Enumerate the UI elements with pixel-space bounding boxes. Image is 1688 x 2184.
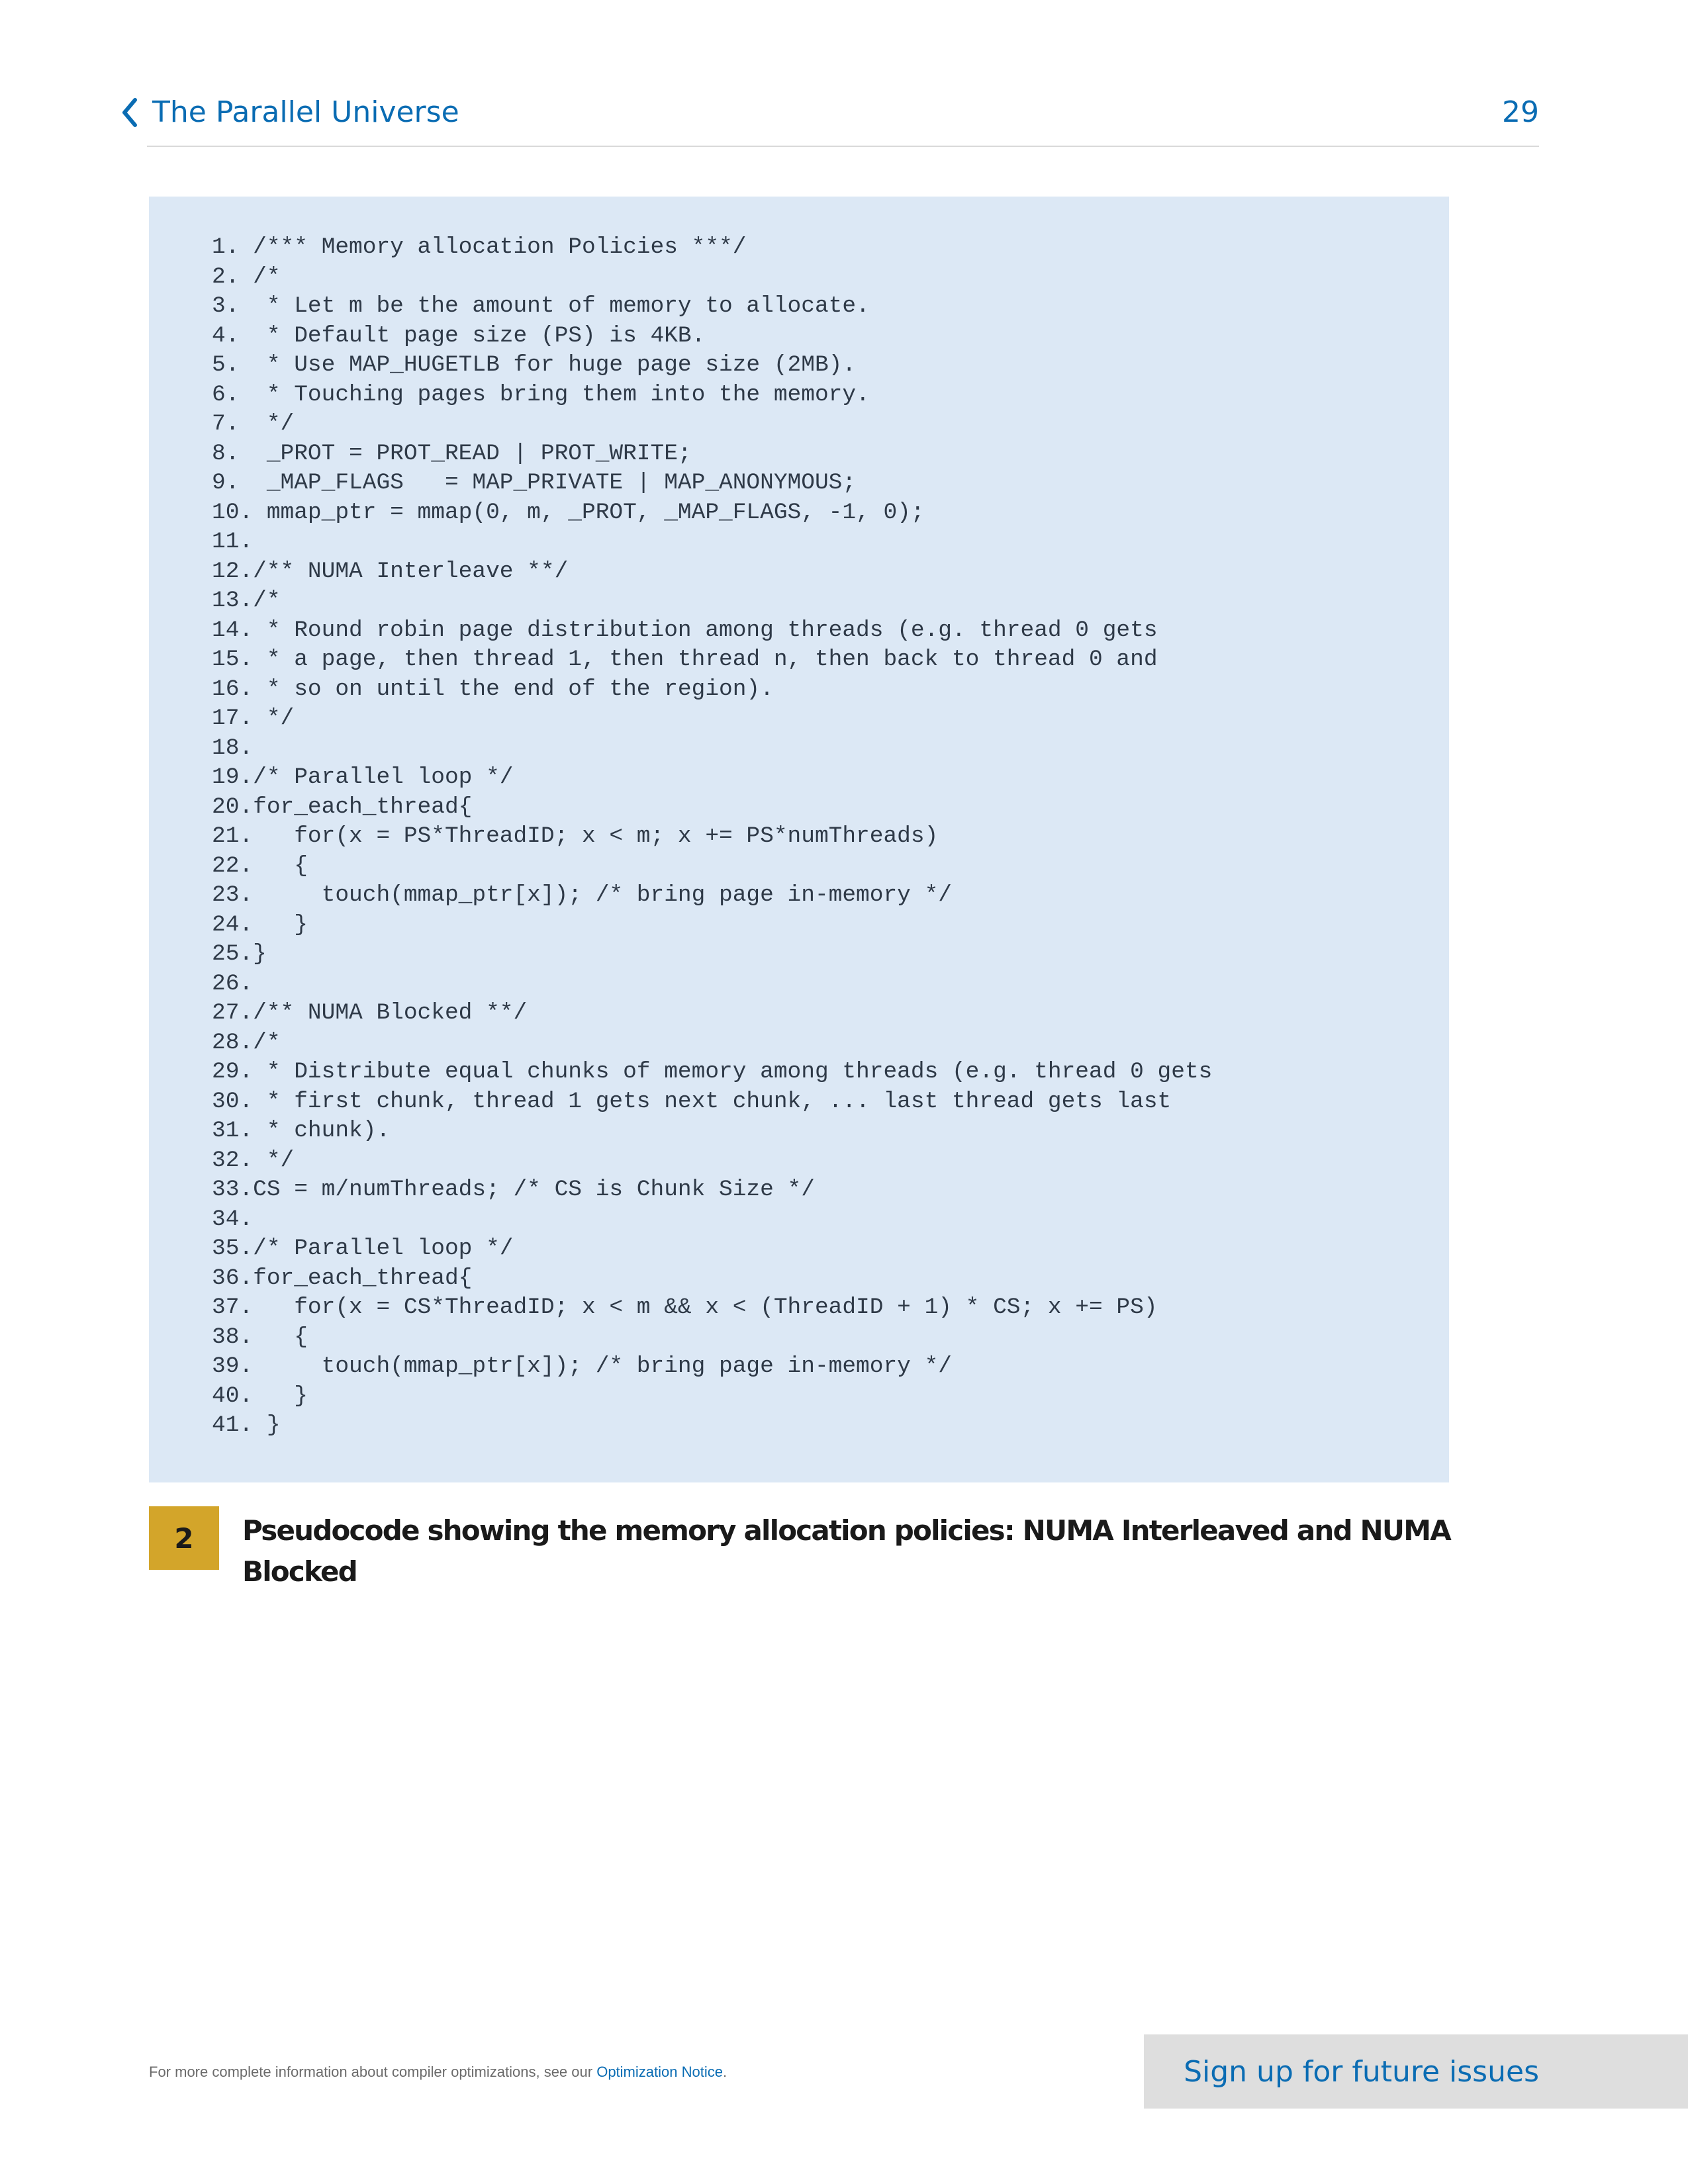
footer-note-end: . [722,2064,727,2080]
code-line: 19./* Parallel loop */ [212,764,514,790]
back-link[interactable] [119,91,459,134]
code-listing [149,197,1449,1482]
code-line: 21. for(x = PS*ThreadID; x < m; x += PS*numThreads) [212,823,939,849]
code-line: 3. * Let m be the amount of memory to allocate. [212,293,870,319]
code-line: 1. /*** Memory allocation Policies ***/ [212,234,747,260]
code-line: 25.} [212,941,267,967]
code-line: 37. for(x = CS*ThreadID; x < m && x < (ThreadID + 1) * CS; x += PS) [212,1295,1158,1320]
publication-title[interactable]: The Parallel Universe [152,95,459,129]
signup-button[interactable] [1144,2034,1688,2109]
code-line: 18. [212,735,254,761]
code-line: 26. [212,970,254,997]
code-line: 6. * Touching pages bring them into the memory. [212,381,870,408]
code-line: 28./* [212,1029,281,1056]
code-line: 5. * Use MAP_HUGETLB for huge page size (2MB). [212,352,857,378]
code-line: 36.for_each_thread{ [212,1265,473,1291]
code-line: 35./* Parallel loop */ [212,1236,514,1261]
code-line: 14. * Round robin page distribution among threads (e.g. thread 0 gets [212,617,1158,643]
code-line: 23. touch(mmap_ptr[x]); /* bring page in-memory */ [212,882,952,908]
chevron-left-icon [119,96,140,129]
code-line: 31. * chunk). [212,1118,391,1144]
code-line: 17. */ [212,705,295,731]
page-number: 29 [1502,95,1539,129]
code-line: 22. { [212,852,308,879]
footer-note [149,2064,727,2081]
code-line: 7. */ [212,411,295,437]
code-line: 29. * Distribute equal chunks of memory among threads (e.g. thread 0 gets [212,1059,1213,1085]
code-block [212,233,1212,1441]
code-line: 38. { [212,1324,308,1350]
code-line: 33.CS = m/numThreads; /* CS is Chunk Size */ [212,1177,815,1203]
code-line: 8. _PROT = PROT_READ | PROT_WRITE; [212,440,692,467]
figure-caption: Pseudocode showing the memory allocation policies: NUMA Interleaved and NUMA Blocked [242,1514,1450,1588]
optimization-notice-link[interactable]: Optimization Notice [596,2064,723,2080]
code-line: 11. [212,529,254,555]
code-line: 20.for_each_thread{ [212,794,473,820]
code-line: 9. _MAP_FLAGS = MAP_PRIVATE | MAP_ANONYMOUS; [212,470,857,496]
code-line: 32. */ [212,1147,295,1173]
code-line: 34. [212,1206,254,1232]
code-line: 16. * so on until the end of the region). [212,676,774,702]
code-line: 15. * a page, then thread 1, then thread n, then back to thread 0 and [212,647,1158,672]
footer-note-text: For more complete information about compiler optimizations, see our [149,2064,597,2080]
code-line: 4. * Default page size (PS) is 4KB. [212,322,706,349]
code-line: 10. mmap_ptr = mmap(0, m, _PROT, _MAP_FLAGS, -1, 0); [212,499,925,525]
header-divider [147,146,1539,147]
code-line: 12./** NUMA Interleave **/ [212,558,569,584]
signup-label: Sign up for future issues [1184,2054,1539,2089]
code-line: 30. * first chunk, thread 1 gets next chunk, ... last thread gets last [212,1088,1172,1115]
code-line: 24. } [212,911,308,938]
figure-number-badge: 2 [149,1506,219,1570]
page-header [119,91,1539,151]
code-line: 41. } [212,1412,281,1438]
code-line: 27./** NUMA Blocked **/ [212,1000,528,1026]
code-line: 13./* [212,588,281,614]
code-line: 2. /* [212,263,281,290]
code-line: 39. touch(mmap_ptr[x]); /* bring page in-memory */ [212,1353,952,1379]
code-line: 40. } [212,1383,308,1409]
